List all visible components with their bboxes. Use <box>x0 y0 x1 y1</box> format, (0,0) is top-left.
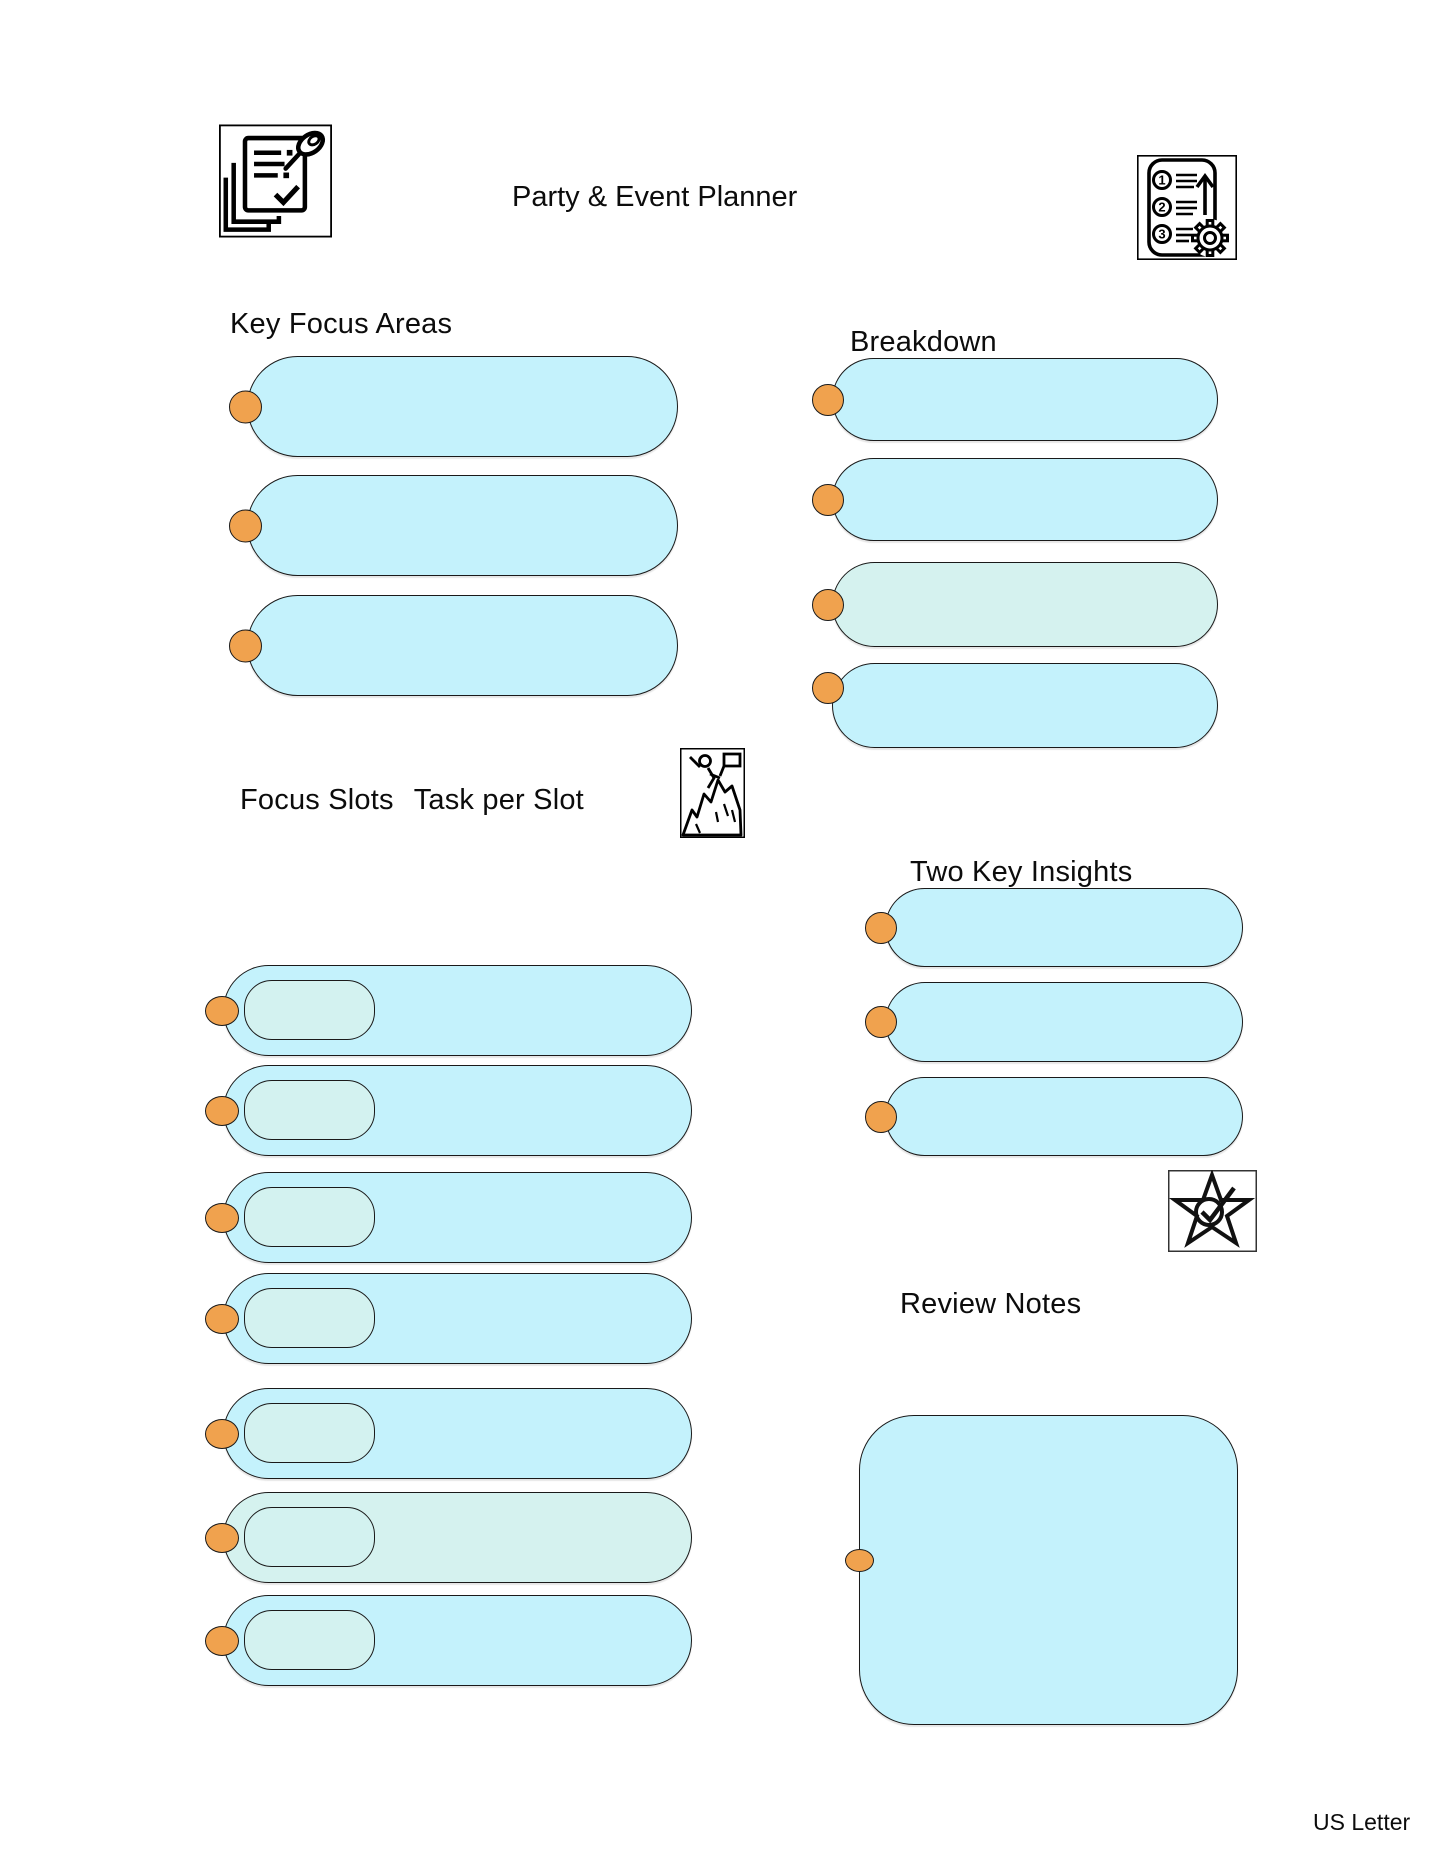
page-title: Party & Event Planner <box>512 181 798 213</box>
key-focus-slot[interactable] <box>247 595 678 696</box>
focus-slot-inner-pill[interactable] <box>244 1403 375 1463</box>
focus-slot-row[interactable] <box>223 1388 692 1479</box>
task-per-slot-label: Task per Slot <box>413 784 584 816</box>
mountain-flag-icon <box>680 748 745 838</box>
svg-text:3: 3 <box>1158 226 1166 242</box>
bullet-dot <box>845 1549 874 1572</box>
key-focus-slot[interactable] <box>247 475 678 576</box>
section-title-two-key-insights: Two Key Insights <box>910 856 1133 888</box>
bullet-dot <box>205 1096 239 1126</box>
review-notes-box[interactable] <box>859 1415 1238 1725</box>
insight-slot[interactable] <box>885 888 1243 967</box>
star-check-icon <box>1168 1170 1257 1252</box>
bullet-dot <box>812 384 844 416</box>
bullet-dot <box>205 1626 239 1656</box>
section-title-breakdown: Breakdown <box>850 326 997 358</box>
bullet-dot <box>205 1523 239 1553</box>
focus-slot-row[interactable] <box>223 1273 692 1364</box>
focus-slot-inner-pill[interactable] <box>244 980 375 1040</box>
pinned-notes-icon <box>219 124 332 238</box>
key-focus-slot[interactable] <box>247 356 678 457</box>
insight-slot[interactable] <box>885 1077 1243 1156</box>
insight-slot[interactable] <box>885 982 1243 1062</box>
focus-slot-inner-pill[interactable] <box>244 1610 375 1670</box>
svg-text:1: 1 <box>1158 172 1166 188</box>
focus-slot-inner-pill[interactable] <box>244 1507 375 1567</box>
breakdown-slot[interactable] <box>832 663 1218 748</box>
breakdown-slot[interactable] <box>832 358 1218 441</box>
paper-size-label: US Letter <box>1313 1809 1411 1835</box>
bullet-dot <box>812 484 844 516</box>
focus-slot-inner-pill[interactable] <box>244 1187 375 1247</box>
focus-slot-row[interactable] <box>223 965 692 1056</box>
section-title-key-focus-areas: Key Focus Areas <box>230 308 453 340</box>
breakdown-slot[interactable] <box>832 458 1218 541</box>
bullet-dot <box>229 390 262 423</box>
bullet-dot <box>229 629 262 662</box>
breakdown-slot[interactable] <box>832 562 1218 647</box>
focus-slots-label: Focus Slots <box>240 784 394 816</box>
bullet-dot <box>865 912 897 944</box>
bullet-dot <box>205 1419 239 1449</box>
focus-slot-row[interactable] <box>223 1172 692 1263</box>
bullet-dot <box>205 996 239 1026</box>
bullet-dot <box>812 672 844 704</box>
focus-slot-row[interactable] <box>223 1492 692 1583</box>
bullet-dot <box>812 589 844 621</box>
bullet-dot <box>865 1101 897 1133</box>
focus-slot-inner-pill[interactable] <box>244 1080 375 1140</box>
svg-text:2: 2 <box>1158 199 1166 215</box>
numbered-list-gear-icon <box>1137 155 1237 260</box>
section-title-focus-slots <box>240 784 584 817</box>
focus-slot-row[interactable] <box>223 1065 692 1156</box>
section-title-review-notes: Review Notes <box>900 1288 1082 1320</box>
focus-slot-inner-pill[interactable] <box>244 1288 375 1348</box>
bullet-dot <box>205 1203 239 1233</box>
bullet-dot <box>205 1304 239 1334</box>
bullet-dot <box>229 509 262 542</box>
focus-slot-row[interactable] <box>223 1595 692 1686</box>
bullet-dot <box>865 1006 897 1038</box>
